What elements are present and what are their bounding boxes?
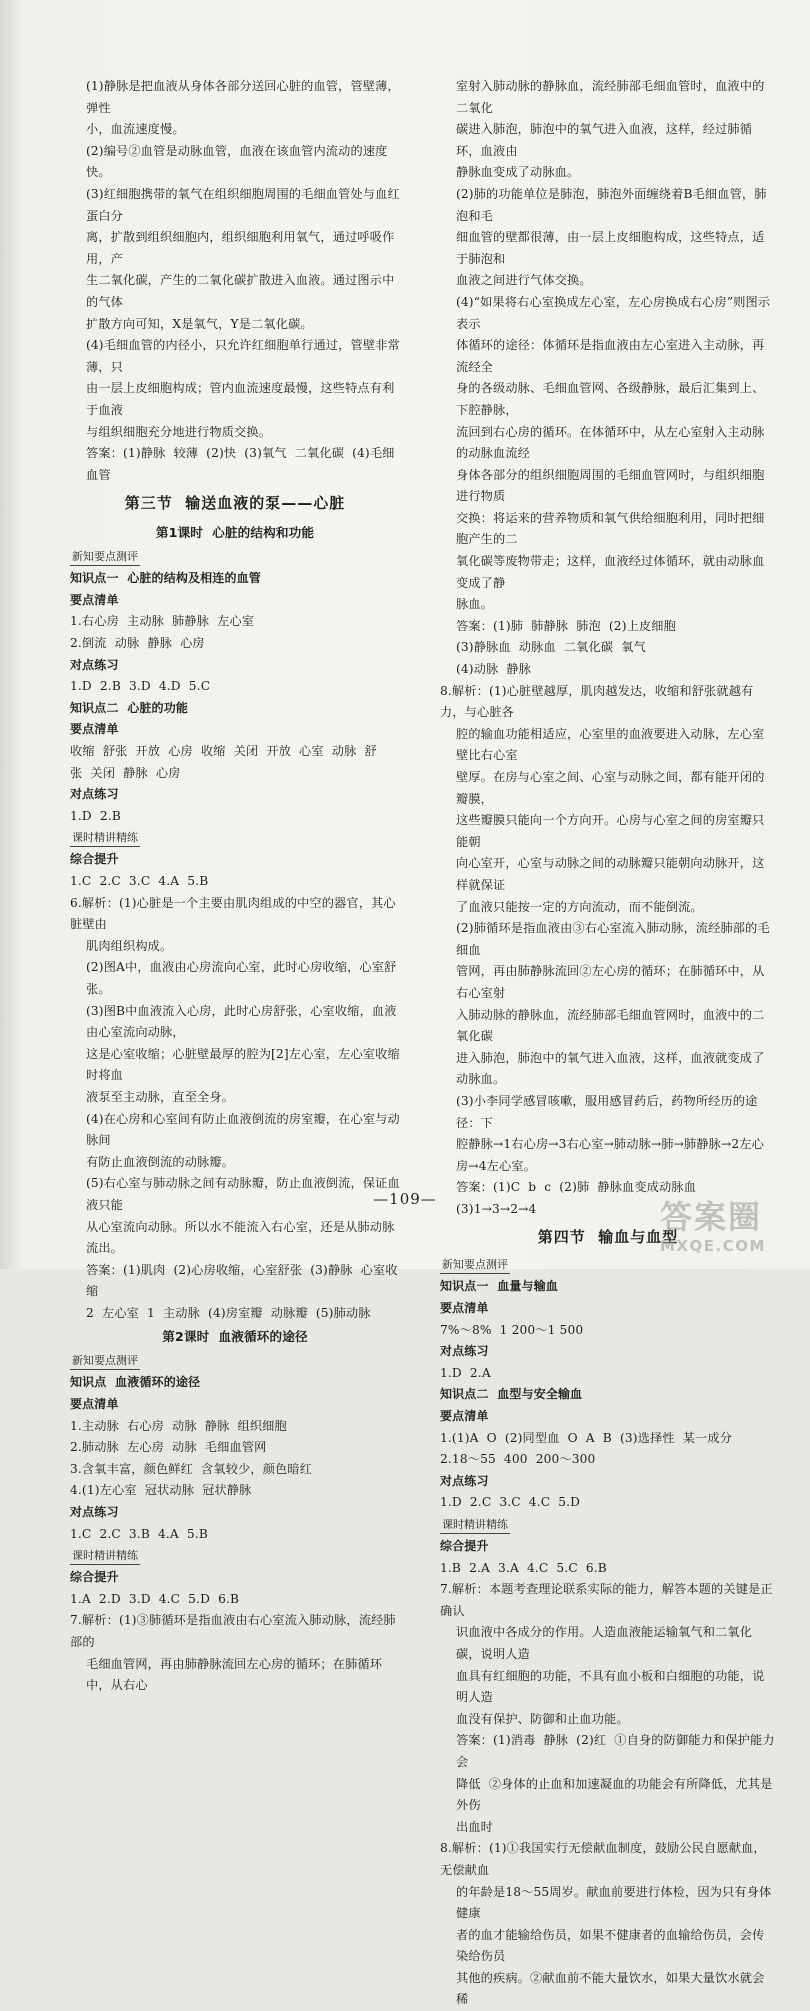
- text-line: 壁厚。在房与心室之间、心室与动脉之间，都有能开闭的瓣膜，: [456, 770, 765, 806]
- text-line: 3.含氧丰富，颜色鲜红 含氧较少，颜色暗红: [70, 1461, 313, 1476]
- watermark-url: MXQE.COM: [660, 1237, 766, 1255]
- lesson-title: 第2课时 血液循环的途径: [162, 1329, 308, 1345]
- text-line: 腔的输血功能相适应，心室里的血液要进入动脉，左心室壁比右心室: [456, 726, 765, 763]
- text-line: 碳进入肺泡，肺泡中的氧气进入血液，这样，经过肺循环，血液由: [456, 122, 753, 158]
- text-line: 交换：将运来的营养物质和氧气供给细胞利用，同时把细胞产生的二: [456, 510, 765, 547]
- text-line: 1.D 2.B 3.D 4.D 5.C: [70, 679, 211, 694]
- text-line: 2.肺动脉 左心房 动脉 毛细血管网: [70, 1440, 267, 1455]
- text-line: 1.A 2.D 3.D 4.C 5.D 6.B: [70, 1591, 240, 1606]
- text-line: 有防止血液倒流的动脉瓣。: [86, 1154, 235, 1169]
- text-line: 1.C 2.C 3.B 4.A 5.B: [70, 1526, 208, 1541]
- text-line: 1.D 2.C 3.C 4.C 5.D: [440, 1495, 581, 1510]
- text-line: (1)静脉是把血液从身体各部分送回心脏的血管，管壁薄，弹性: [86, 79, 400, 115]
- text-line: 这些瓣膜只能向一个方向开。心房与心室之间的房室瓣只能朝: [456, 813, 765, 849]
- text-line: 答案：(1)肺 肺静脉 肺泡 (2)上皮细胞: [456, 618, 676, 633]
- text-line: 从心室流向动脉。所以水不能流入右心室，还是从肺动脉流出。: [86, 1219, 395, 1256]
- text-line: 的年龄是18～55周岁。献血前要进行体检，因为只有身体健康: [456, 1884, 772, 1921]
- text-line: 进入肺泡，肺泡中的氧气进入血液，这样，血液就变成了动脉血。: [456, 1050, 765, 1087]
- watermark-logo-text: 答案圈: [660, 1198, 763, 1236]
- text-line: 房→4左心室。: [456, 1158, 536, 1173]
- text-line: 液泵至主动脉，直至全身。: [86, 1089, 235, 1104]
- text-line: 氧化碳等废物带走；这样，血液经过体循环，就由动脉血变成了静: [456, 554, 765, 590]
- text-line: 管网，再由肺静脉流回②左心房的循环；在肺循环中，从右心室射: [456, 964, 765, 1000]
- text-line: 细血管的壁都很薄，由一层上皮细胞构成，这些特点，适于肺泡和: [456, 230, 765, 266]
- section-tag-label: 课时精讲精练: [440, 1517, 510, 1534]
- text-line: 其他的疾病。②献血前不能大量饮水，如果大量饮水就会稀: [456, 1970, 765, 2007]
- subheading: 知识点一 血量与输血: [440, 1279, 559, 1294]
- text-line: 答案：(1)肌肉 (2)心房收缩，心室舒张 (3)静脉 心室收缩: [86, 1262, 398, 1299]
- text-line: 2.倒流 动脉 静脉 心房: [70, 636, 205, 651]
- text-line: 腔静脉→1右心房→3右心室→肺动脉→肺→肺静脉→2左心: [456, 1137, 764, 1152]
- text-line: 向心室开，心室与动脉之间的动脉瓣只能朝向动脉开，这样就保证: [456, 856, 765, 892]
- text-line: 张 关闭 静脉 心房: [70, 765, 181, 780]
- text-line: 与组织细胞充分地进行物质交换。: [86, 424, 272, 439]
- text-line: 7.解析：(1)③肺循环是指血液由右心室流入肺动脉，流经肺部的: [70, 1613, 396, 1649]
- section-tag-label: 新知要点测评: [440, 1257, 510, 1274]
- text-line: (2)图A中，血液由心房流向心室，此时心房收缩，心室舒张。: [86, 960, 397, 996]
- text-line: 4.(1)左心室 冠状动脉 冠状静脉: [70, 1483, 252, 1498]
- subheading: 知识点二 心脏的功能: [70, 700, 189, 715]
- section-tag-label: 课时精讲精练: [70, 1548, 140, 1565]
- text-line: 降低 ②身体的止血和加速凝血的功能会有所降低，尤其是外伤: [456, 1776, 773, 1813]
- subheading: 要点清单: [440, 1301, 489, 1316]
- subheading: 知识点 血液循环的途径: [70, 1375, 201, 1390]
- text-line: 生二氧化碳，产生的二氧化碳扩散进入血液。通过图示中的气体: [86, 273, 395, 309]
- subheading: 要点清单: [70, 592, 119, 607]
- text-line: 离，扩散到组织细胞内，组织细胞利用氧气，通过呼吸作用，产: [86, 230, 395, 266]
- text-line: 室射入肺动脉的静脉血，流经肺部毛细血管时，血液中的二氧化: [456, 79, 765, 115]
- text-line: (3)小李同学感冒咳嗽，服用感冒药后，药物所经历的途径：下: [456, 1093, 758, 1130]
- section-tag: [70, 1545, 400, 1567]
- text-line: 体循环的途径：体循环是指血液由左心室进入主动脉，再流经全: [456, 338, 765, 374]
- subheading: 对点练习: [70, 1505, 119, 1520]
- text-line: 者的血才能输给伤员，如果不健康者的血输给伤员，会传染给伤员: [456, 1927, 765, 1964]
- text-line: 1.D 2.A: [440, 1365, 491, 1380]
- text-line: 1.右心房 主动脉 肺静脉 左心室: [70, 614, 255, 629]
- section-tag-label: 新知要点测评: [70, 1353, 140, 1370]
- text-line: (4)毛细血管的内径小，只允许红细胞单行通过，管壁非常薄，只: [86, 338, 400, 374]
- text-line: 静脉血变成了动脉血。: [456, 165, 580, 180]
- section-title: 第四节 输血与血型: [537, 1228, 679, 1247]
- text-line: 血没有保护、防御和止血功能。: [456, 1711, 629, 1726]
- text-line: 6.解析：(1)心脏是一个主要由肌肉组成的中空的器官，其心脏壁由: [70, 895, 396, 932]
- text-line: (4)在心房和心室间有防止血液倒流的房室瓣，在心室与动脉间: [86, 1111, 400, 1148]
- page-number: —109—: [373, 1190, 437, 1208]
- text-line: 扩散方向可知，X是氧气，Y是二氧化碳。: [86, 316, 313, 331]
- text-line: 7%～8% 1 200～1 500: [440, 1322, 584, 1337]
- subheading: 要点清单: [70, 722, 119, 737]
- text-line: 收缩 舒张 开放 心房 收缩 关闭 开放 心室 动脉 舒: [70, 744, 377, 759]
- text-line: 身的各级动脉、毛细血管网、各级静脉，最后汇集到上、下腔静脉，: [456, 381, 765, 417]
- left-column: [70, 76, 400, 1697]
- text-line: 1.C 2.C 3.C 4.A 5.B: [70, 874, 209, 888]
- right-column: [440, 76, 776, 2011]
- text-line: (4)“如果将右心室换成左心室，左心房换成右心房”则图示表示: [456, 294, 771, 331]
- text-line: 血具有红细胞的功能，不具有血小板和白细胞的功能，说明人造: [456, 1668, 765, 1705]
- text-line: (5)右心室与肺动脉之间有动脉瓣，防止血液倒流，保证血液只能: [86, 1176, 400, 1212]
- text-line: 答案：(1)消毒 静脉 (2)红 ①自身的防御能力和保护能力会: [456, 1733, 775, 1769]
- text-line: 身体各部分的组织细胞周围的毛细血管网时，与组织细胞进行物质: [456, 467, 765, 504]
- section-tag: [70, 1350, 400, 1372]
- subheading: 知识点二 血型与安全输血: [440, 1387, 583, 1402]
- text-line: (3)图B中血液流入心房，此时心房舒张，心室收缩，血液由心室流向动脉，: [86, 1003, 397, 1040]
- subheading: 综合提升: [70, 1570, 119, 1585]
- text-line: 1.(1)A O (2)同型血 O A B (3)选择性 某一成分: [440, 1430, 733, 1445]
- text-line: 血管: [86, 467, 111, 482]
- subheading: 综合提升: [70, 852, 119, 867]
- text-line: (3)红细胞携带的氧气在组织细胞周围的毛细血管处与血红蛋白分: [86, 186, 400, 223]
- text-line: (3)1→3→2→4: [456, 1201, 537, 1216]
- text-line: 流回到右心房的循环。在体循环中，从左心室射入主动脉的动脉血流经: [456, 424, 765, 461]
- text-line: (4)动脉 静脉: [456, 662, 532, 677]
- text-line: 答案：(1)C b c (2)肺 静脉血变成动脉血: [456, 1180, 697, 1195]
- text-line: (2)编号②血管是动脉血管，血液在该血管内流动的速度快。: [86, 143, 388, 180]
- text-line: (2)肺的功能单位是肺泡，肺泡外面缠绕着B毛细血管，肺泡和毛: [456, 186, 767, 223]
- section-tag: [70, 827, 400, 849]
- text-line: 毛细血管网，再由肺静脉流回左心房的循环；在肺循环中，从右心: [86, 1656, 383, 1693]
- text-line: 7.解析：本题考查理论联系实际的能力，解答本题的关键是正确认: [440, 1582, 773, 1618]
- text-line: 由一层上皮细胞构成；管内血流速度最慢，这些特点有利于血液: [86, 381, 395, 417]
- watermark-logo: [660, 1198, 792, 1264]
- text-line: 识血液中各成分的作用。人造血液能运输氧气和二氧化碳，说明人造: [456, 1625, 753, 1661]
- text-line: 脉血。: [456, 597, 494, 612]
- text-line: 出血时: [456, 1819, 494, 1834]
- text-line: 小，血流速度慢。: [86, 122, 185, 137]
- text-line: 2.18～55 400 200～300: [440, 1452, 596, 1467]
- subheading: 知识点一 心脏的结构及相连的血管: [70, 571, 261, 586]
- subheading: 对点练习: [440, 1344, 489, 1359]
- text-line: (3)静脉血 动脉血 二氧化碳 氧气: [456, 640, 646, 655]
- text-line: 1.B 2.A 3.A 4.C 5.C 6.B: [440, 1560, 607, 1575]
- binding-shadow: [0, 0, 22, 1269]
- section-tag: [440, 1514, 776, 1536]
- text-line: 8.解析：(1)①我国实行无偿献血制度，鼓励公民自愿献血，无偿献血: [440, 1841, 766, 1877]
- text-line: 血液之间进行气体交换。: [456, 273, 592, 288]
- section-tag-label: 新知要点测评: [70, 549, 140, 566]
- subheading: 要点清单: [70, 1397, 119, 1412]
- subheading: 对点练习: [70, 787, 119, 802]
- text-line: (2)肺循环是指血液由③右心室流入肺动脉，流经肺部的毛细血: [456, 921, 770, 957]
- text-line: 肌肉组织构成。: [86, 938, 173, 953]
- lesson-title: 第1课时 心脏的结构和功能: [155, 525, 315, 541]
- text-line: 答案：(1)静脉 较薄 (2)快 (3)氧气 二氧化碳 (4)毛细: [86, 446, 395, 461]
- subheading: 对点练习: [440, 1473, 489, 1488]
- section-tag: [70, 546, 400, 568]
- text-line: 1.D 2.B: [70, 808, 121, 823]
- text-line: 这是心室收缩；心脏壁最厚的腔为[2]左心室，左心室收缩时将血: [86, 1046, 400, 1083]
- text-line: 1.主动脉 右心房 动脉 静脉 组织细胞: [70, 1418, 287, 1433]
- subheading: 要点清单: [440, 1409, 489, 1424]
- section-title: 第三节 输送血液的泵——心脏: [124, 494, 346, 513]
- section-tag-label: 课时精讲精练: [70, 830, 140, 847]
- text-line: 了血液只能按一定的方向流动，而不能倒流。: [456, 899, 703, 914]
- text-line: 8.解析：(1)心脏壁越厚，肌肉越发达，收缩和舒张就越有力，与心脏各: [440, 683, 754, 720]
- subheading: 综合提升: [440, 1539, 489, 1553]
- text-line: 入肺动脉的静脉血，流经肺部毛细血管网时，血液中的二氧化碳: [456, 1007, 765, 1044]
- text-line: 2 左心室 1 主动脉 (4)房室瓣 动脉瓣 (5)肺动脉: [86, 1305, 371, 1320]
- subheading: 对点练习: [70, 657, 119, 672]
